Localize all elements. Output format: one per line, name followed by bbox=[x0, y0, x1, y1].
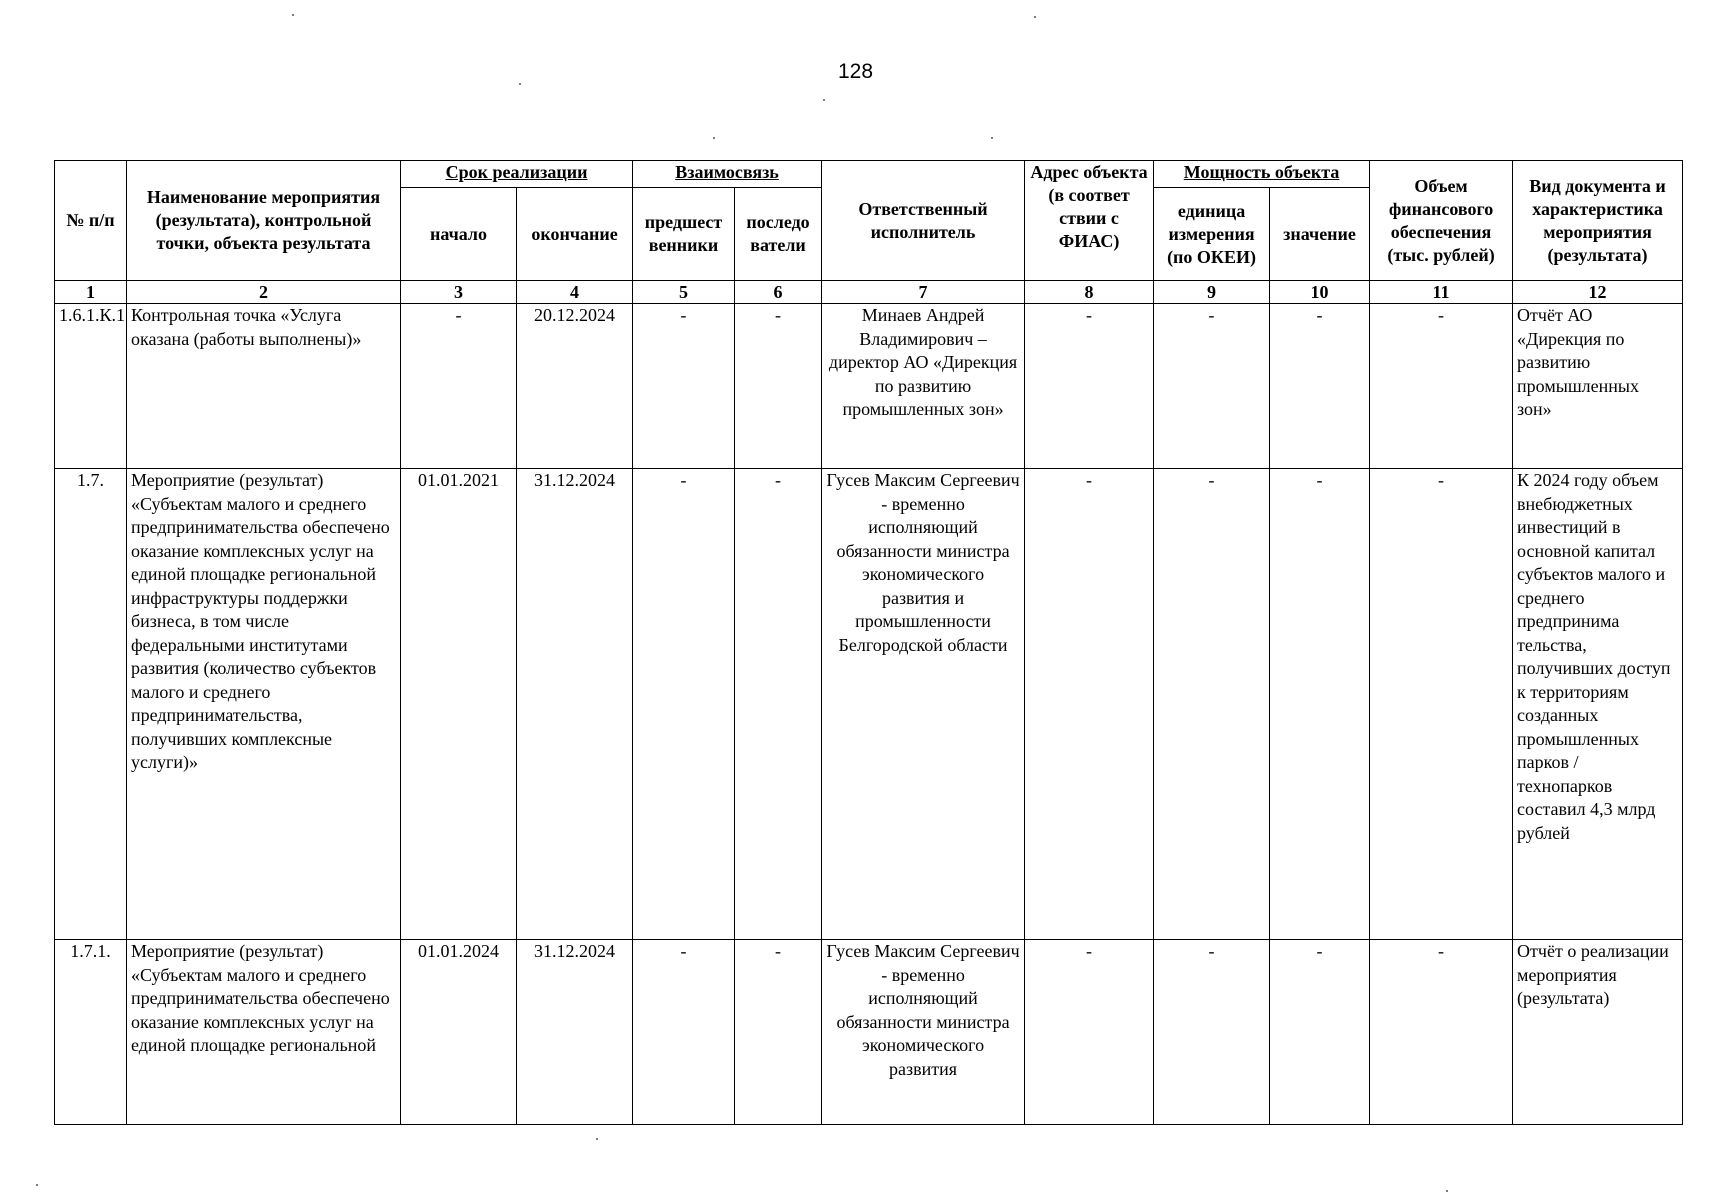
row-doc: Отчёт о реализации мероприятия (результата) bbox=[1513, 940, 1683, 1125]
header-link-pred: предшест венники bbox=[633, 188, 735, 281]
scan-speck bbox=[596, 1138, 598, 1140]
header-responsible: Ответственный исполнитель bbox=[822, 161, 1025, 281]
column-number: 3 bbox=[401, 281, 517, 304]
row-succ: - bbox=[735, 940, 822, 1125]
row-finance: - bbox=[1370, 304, 1513, 469]
row-address: - bbox=[1025, 469, 1154, 940]
row-pred: - bbox=[633, 469, 735, 940]
column-number: 6 bbox=[735, 281, 822, 304]
page-number: 128 bbox=[837, 60, 874, 83]
table-row bbox=[55, 940, 1683, 1125]
row-end: 20.12.2024 bbox=[517, 304, 633, 469]
row-name: Контрольная точка «Услуга оказана (работы выполнены)» bbox=[127, 304, 401, 469]
row-doc: Отчёт АО «Дирекция по развитию промышленных зон» bbox=[1513, 304, 1683, 469]
header-name: Наименование мероприятия (результата), контрольной точки, объекта результата bbox=[127, 161, 401, 281]
header-finance: Объем финансового обеспечения (тыс. рублей) bbox=[1370, 161, 1513, 281]
row-value: - bbox=[1270, 469, 1370, 940]
row-end: 31.12.2024 bbox=[517, 469, 633, 940]
header-capacity-group: Мощность объекта bbox=[1154, 161, 1370, 188]
header-doc-type: Вид документа и характеристика мероприятия (результата) bbox=[1513, 161, 1683, 281]
header-term-start: начало bbox=[401, 188, 517, 281]
row-succ: - bbox=[735, 469, 822, 940]
header-capacity-unit: единица измерения (по ОКЕИ) bbox=[1154, 188, 1270, 281]
row-responsible: Гусев Максим Сергеевич - временно исполняющий обязанности министра экономического развития и промышленности Белгородской области bbox=[822, 469, 1025, 940]
column-number: 9 bbox=[1154, 281, 1270, 304]
row-address: - bbox=[1025, 304, 1154, 469]
row-pred: - bbox=[633, 304, 735, 469]
row-address: - bbox=[1025, 940, 1154, 1125]
header-row bbox=[55, 161, 1683, 188]
row-start: 01.01.2024 bbox=[401, 940, 517, 1125]
scan-speck bbox=[519, 83, 521, 85]
row-value: - bbox=[1270, 940, 1370, 1125]
row-end: 31.12.2024 bbox=[517, 940, 633, 1125]
scan-speck bbox=[713, 137, 715, 139]
header-num: № п/п bbox=[55, 161, 127, 281]
row-finance: - bbox=[1370, 940, 1513, 1125]
header-term-group: Срок реализации bbox=[401, 161, 633, 188]
table-row bbox=[55, 304, 1683, 469]
scan-speck bbox=[36, 1184, 38, 1186]
row-doc: К 2024 году объем внебюджетных инвестиций в основной капитал субъектов малого и среднего предпринима тельства, получивших доступ к территориям созданных промышленных парков / технопарков составил 4,3 млрд рублей bbox=[1513, 469, 1683, 940]
column-number: 4 bbox=[517, 281, 633, 304]
scan-speck bbox=[991, 137, 993, 139]
row-num: 1.7. bbox=[55, 469, 127, 940]
scan-speck bbox=[1446, 1190, 1448, 1192]
column-number: 8 bbox=[1025, 281, 1154, 304]
row-unit: - bbox=[1154, 304, 1270, 469]
row-responsible: Минаев Андрей Владимирович – директор АО «Дирекция по развитию промышленных зон» bbox=[822, 304, 1025, 469]
row-finance: - bbox=[1370, 469, 1513, 940]
row-responsible: Гусев Максим Сергеевич - временно исполняющий обязанности министра экономического развития bbox=[826, 941, 1020, 1079]
plan-table bbox=[54, 160, 1683, 1125]
scan-speck bbox=[823, 99, 825, 101]
row-start: - bbox=[401, 304, 517, 469]
scan-speck bbox=[1034, 16, 1036, 18]
scan-speck bbox=[292, 14, 294, 16]
column-number: 12 bbox=[1513, 281, 1683, 304]
column-number: 10 bbox=[1270, 281, 1370, 304]
row-name: Мероприятие (результат) «Субъектам малого и среднего предпринимательства обеспечено оказание комплексных услуг на единой площадке региональной bbox=[131, 941, 390, 1055]
header-link-group: Взаимосвязь bbox=[633, 161, 822, 188]
column-number: 1 bbox=[55, 281, 127, 304]
row-value: - bbox=[1270, 304, 1370, 469]
column-number: 11 bbox=[1370, 281, 1513, 304]
row-unit: - bbox=[1154, 469, 1270, 940]
row-num: 1.6.1.К.1 bbox=[55, 304, 127, 469]
header-link-succ: последо ватели bbox=[735, 188, 822, 281]
header-capacity-value: значение bbox=[1270, 188, 1370, 281]
row-start: 01.01.2021 bbox=[401, 469, 517, 940]
row-succ: - bbox=[735, 304, 822, 469]
table-row bbox=[55, 469, 1683, 940]
column-number-row bbox=[55, 281, 1683, 304]
row-unit: - bbox=[1154, 940, 1270, 1125]
row-name: Мероприятие (результат) «Субъектам малого и среднего предпринимательства обеспечено оказание комплексных услуг на единой площадке региональной инфраструктуры поддержки бизнеса, в том числе федеральными институтами развития (количество субъектов малого и среднего предпринимательства, получивших комплексные услуги)» bbox=[127, 469, 401, 940]
column-number: 7 bbox=[822, 281, 1025, 304]
row-pred: - bbox=[633, 940, 735, 1125]
row-num: 1.7.1. bbox=[55, 940, 127, 1125]
column-number: 2 bbox=[127, 281, 401, 304]
header-address: Адрес объекта (в соответ ствии с ФИАС) bbox=[1025, 161, 1154, 281]
column-number: 5 bbox=[633, 281, 735, 304]
header-term-end: окончание bbox=[517, 188, 633, 281]
